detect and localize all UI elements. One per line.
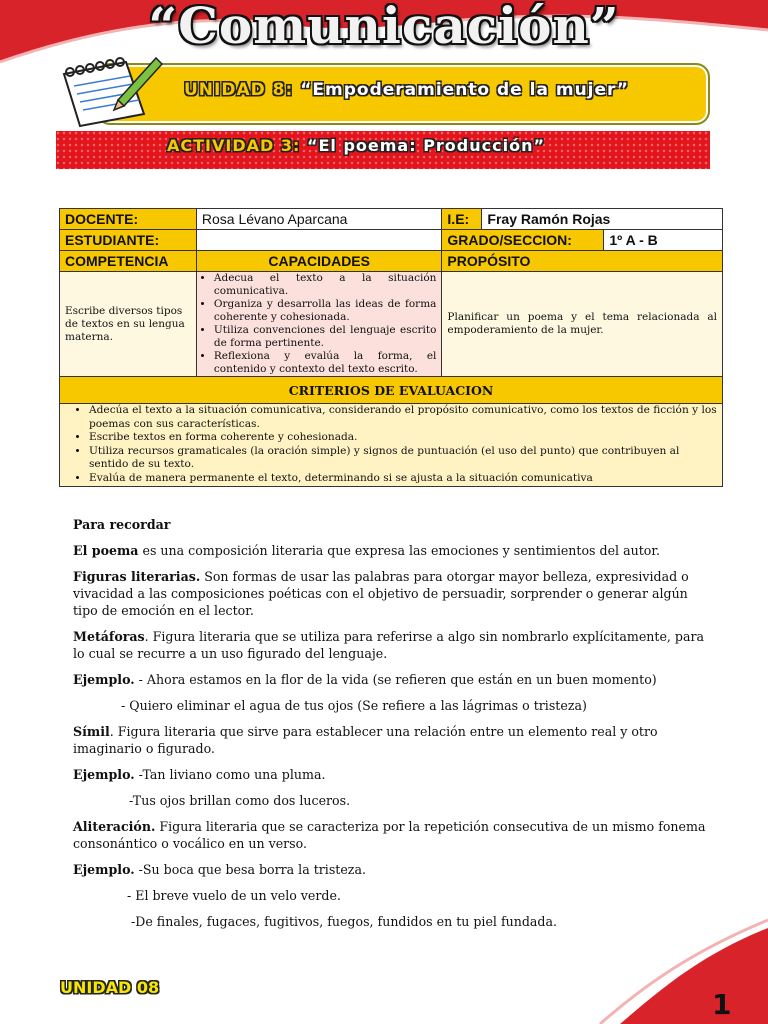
estudiante-value bbox=[196, 230, 442, 251]
notebook-pencil-icon bbox=[56, 52, 166, 132]
capacidades-cell bbox=[196, 272, 442, 377]
info-table bbox=[59, 208, 723, 487]
ejemplo-label: Ejemplo. bbox=[73, 672, 135, 687]
activity-name: “El poema: Producción” bbox=[306, 136, 545, 155]
ejemplo-label: Ejemplo. bbox=[73, 767, 135, 782]
metafora-example-1 bbox=[73, 671, 713, 688]
proposito-header: PROPÓSITO bbox=[442, 251, 723, 272]
unit-title bbox=[184, 80, 629, 100]
metaforas-paragraph bbox=[73, 628, 713, 662]
simil-paragraph bbox=[73, 723, 713, 757]
capacidad-item: • Reflexiona y evalúa la forma, el contenido y contexto del texto escrito. bbox=[214, 350, 437, 376]
poema-paragraph bbox=[73, 542, 713, 559]
simil-example-2: -Tus ojos brillan como dos luceros. bbox=[129, 793, 351, 808]
proposito-cell: Planificar un poema y el tema relacionada al empoderamiento de la mujer. bbox=[442, 272, 723, 377]
criterios-header: CRITERIOS DE EVALUACION bbox=[60, 377, 723, 404]
criterio-item: • Evalúa de manera permanente el texto, determinando si se ajusta a la situación comunicativa bbox=[89, 472, 717, 486]
lesson-content bbox=[73, 516, 713, 939]
capacidad-item: • Utiliza convenciones del lenguaje escrito de forma pertinente. bbox=[214, 324, 437, 350]
unit-name: “Empoderamiento de la mujer” bbox=[300, 80, 629, 100]
metaforas-definition: . Figura literaria que se utiliza para referirse a algo sin nombrarlo explícitamente, para lo cual se recurre a un uso figurado del lenguaje. bbox=[73, 629, 705, 661]
competencia-header: COMPETENCIA bbox=[60, 251, 197, 272]
capacidades-header: CAPACIDADES bbox=[196, 251, 442, 272]
aliteracion-example-text: -Su boca que besa borra la tristeza. bbox=[134, 862, 366, 877]
aliteracion-definition: Figura literaria que se caracteriza por la repetición consecutiva de un mismo fonema consonántico o vocálico en un verso. bbox=[73, 819, 706, 851]
para-recordar-heading: Para recordar bbox=[73, 517, 171, 532]
figuras-definition: Son formas de usar las palabras para otorgar mayor belleza, expresividad o vivacidad a las composiciones poéticas con el objetivo de persuadir, sorprender o generar algún tipo de emoción en el lector. bbox=[73, 569, 689, 618]
docente-label: DOCENTE: bbox=[60, 209, 197, 230]
estudiante-label: ESTUDIANTE: bbox=[60, 230, 197, 251]
ie-label: I.E: bbox=[442, 209, 482, 230]
competencia-cell: Escribe diversos tipos de textos en su lengua materna. bbox=[60, 272, 197, 377]
aliteracion-term: Aliteración. bbox=[73, 819, 156, 834]
activity-label: ACTIVIDAD 3: bbox=[167, 136, 301, 155]
capacidad-item: • Adecua el texto a la situación comunicativa. bbox=[214, 272, 437, 298]
poema-term: El poema bbox=[73, 543, 139, 558]
simil-definition: . Figura literaria que sirve para establecer una relación entre un elemento real y otro imaginario o figurado. bbox=[73, 724, 658, 756]
metaforas-term: Metáforas bbox=[73, 629, 145, 644]
footer-unit-label: UNIDAD 08 bbox=[60, 978, 160, 997]
grado-label: GRADO/SECCION: bbox=[442, 230, 604, 251]
criterio-item: • Utiliza recursos gramaticales (la oración simple) y signos de puntuación (el uso del punto) que contribuyen al sentido de su texto. bbox=[89, 445, 717, 472]
figuras-paragraph bbox=[73, 568, 713, 619]
unit-label: UNIDAD 8: bbox=[184, 80, 294, 100]
figuras-term: Figuras literarias. bbox=[73, 569, 201, 584]
aliteracion-example-1 bbox=[73, 861, 713, 878]
page-title: “Comunicación” bbox=[148, 0, 620, 55]
simil-term: Símil bbox=[73, 724, 110, 739]
footer-curve-decoration bbox=[0, 900, 768, 1024]
criterio-item: • Escribe textos en forma coherente y cohesionada. bbox=[89, 431, 717, 445]
ejemplo-label: Ejemplo. bbox=[73, 862, 135, 877]
aliteracion-example-3: -De finales, fugaces, fugitivos, fuegos, fundidos en tu piel fundada. bbox=[131, 914, 557, 929]
page-number: 1 bbox=[712, 988, 732, 1021]
metafora-example-2: - Quiero eliminar el agua de tus ojos (Se refiere a las lágrimas o tristeza) bbox=[121, 698, 587, 713]
activity-title bbox=[167, 136, 545, 155]
grado-value: 1º A - B bbox=[604, 230, 723, 251]
metafora-example-text: - Ahora estamos en la flor de la vida (se refieren que están en un buen momento) bbox=[134, 672, 657, 687]
aliteracion-example-2: - El breve vuelo de un velo verde. bbox=[127, 888, 341, 903]
simil-example-1 bbox=[73, 766, 713, 783]
docente-value: Rosa Lévano Aparcana bbox=[196, 209, 442, 230]
aliteracion-paragraph bbox=[73, 818, 713, 852]
capacidad-item: • Organiza y desarrolla las ideas de forma coherente y cohesionada. bbox=[214, 298, 437, 324]
criterios-body bbox=[60, 404, 723, 487]
simil-example-text: -Tan liviano como una pluma. bbox=[134, 767, 326, 782]
poema-definition: es una composición literaria que expresa las emociones y sentimientos del autor. bbox=[138, 543, 660, 558]
criterio-item: • Adecúa el texto a la situación comunicativa, considerando el propósito comunicativo, como los textos de ficción y los poemas con sus características. bbox=[89, 404, 717, 431]
ie-value: Fray Ramón Rojas bbox=[482, 209, 723, 230]
